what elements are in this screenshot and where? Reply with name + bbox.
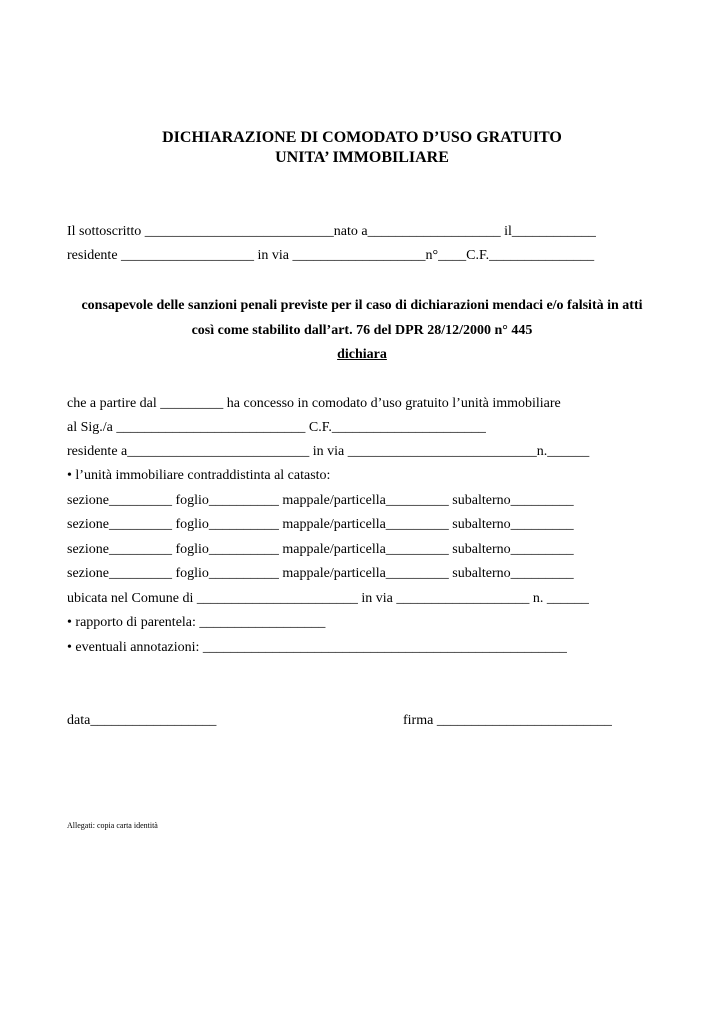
kinship-line[interactable]: • rapporto di parentela: __________________ [67, 615, 326, 630]
cadastral-intro: • l’unità immobiliare contraddistinta al catasto: [67, 468, 331, 483]
location-line[interactable]: ubicata nel Comune di _______________________ in via ___________________ n. ______ [67, 591, 589, 606]
date-field[interactable]: data__________________ [67, 713, 217, 728]
notes-line[interactable]: • eventuali annotazioni: ____________________________________________________ [67, 640, 567, 655]
cadastral-row[interactable]: sezione_________ foglio__________ mappale/particella_________ subalterno_________ [67, 493, 574, 508]
attachments-note: Allegati: copia carta identità [67, 821, 158, 830]
declares-heading: dichiara [337, 347, 387, 362]
body-line-1[interactable]: che a partire dal _________ ha concesso in comodato d’uso gratuito l’unità immobiliare [67, 396, 561, 411]
cadastral-row[interactable]: sezione_________ foglio__________ mappale/particella_________ subalterno_________ [67, 517, 574, 532]
body-line-2[interactable]: al Sig./a ___________________________ C.F.______________________ [67, 420, 486, 435]
document-title-line1: DICHIARAZIONE DI COMODATO D’USO GRATUITO [162, 129, 562, 146]
awareness-line-1: consapevole delle sanzioni penali previste per il caso di dichiarazioni mendaci e/o falsità in atti [81, 298, 643, 313]
declarant-line-1[interactable]: Il sottoscritto ___________________________nato a___________________ il____________ [67, 224, 596, 239]
awareness-line-2: così come stabilito dall’art. 76 del DPR 28/12/2000 n° 445 [191, 323, 533, 338]
document-title-line2: UNITA’ IMMOBILIARE [275, 149, 449, 166]
declarant-line-2[interactable]: residente ___________________ in via ___________________n°____C.F._______________ [67, 248, 595, 263]
signature-field[interactable]: firma _________________________ [403, 713, 612, 728]
cadastral-row[interactable]: sezione_________ foglio__________ mappale/particella_________ subalterno_________ [67, 542, 574, 557]
body-line-3[interactable]: residente a__________________________ in via ___________________________n.______ [67, 444, 590, 459]
cadastral-row[interactable]: sezione_________ foglio__________ mappale/particella_________ subalterno_________ [67, 566, 574, 581]
